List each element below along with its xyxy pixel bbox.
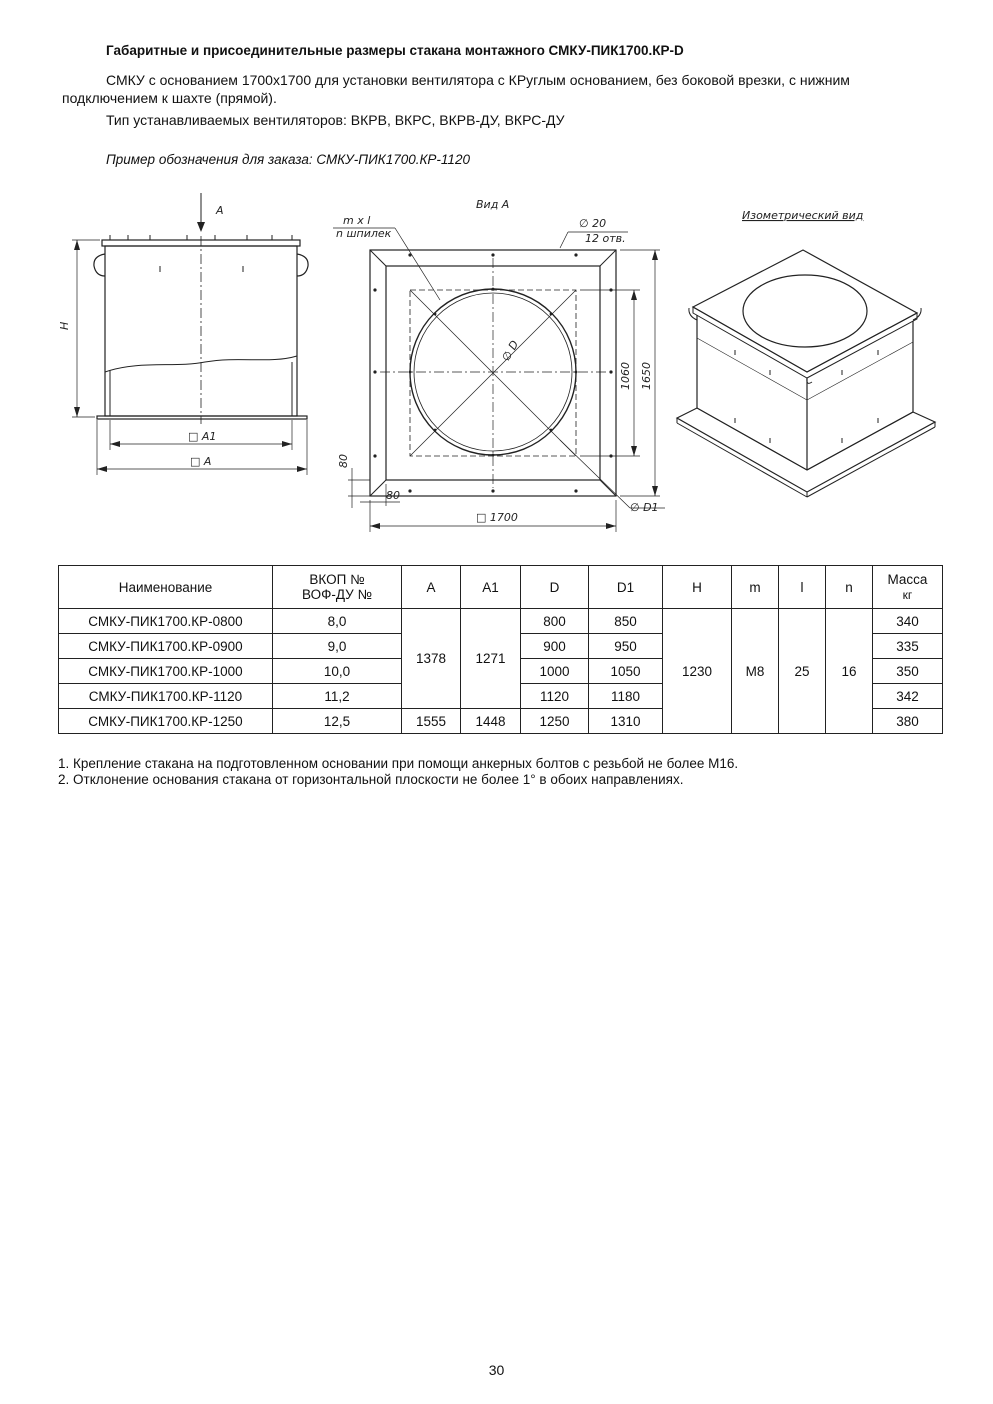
- technical-drawing: [0, 190, 993, 540]
- cell-vkop: 11,2: [273, 684, 402, 709]
- cell-h-merged: 1230: [663, 609, 732, 734]
- cell-mass: 350: [873, 659, 943, 684]
- header-a1: A1: [461, 566, 521, 609]
- cell-a: 1555: [402, 709, 461, 734]
- cell-a1-merged: 1271: [461, 609, 521, 709]
- cell-mass: 340: [873, 609, 943, 634]
- cell-d: 800: [521, 609, 589, 634]
- header-a: A: [402, 566, 461, 609]
- table-row: [59, 609, 943, 634]
- cell-name: СМКУ-ПИК1700.КР-1120: [59, 684, 273, 709]
- order-example: Пример обозначения для заказа: СМКУ-ПИК1700.КР-1120: [106, 152, 470, 167]
- header-mass: [873, 566, 943, 609]
- header-h: H: [663, 566, 732, 609]
- iso-view-title: Изометрический вид: [742, 209, 864, 222]
- cell-vkop: 10,0: [273, 659, 402, 684]
- cell-name: СМКУ-ПИК1700.КР-0800: [59, 609, 273, 634]
- cell-d1: 1050: [589, 659, 663, 684]
- header-mass-line2: кг: [902, 588, 913, 602]
- cell-vkop: 8,0: [273, 609, 402, 634]
- page-number: 30: [488, 1362, 505, 1378]
- circle-diameter-label: ∅ D: [499, 338, 522, 364]
- cell-mass: 342: [873, 684, 943, 709]
- hole-diameter-label: ∅ 20: [579, 217, 607, 230]
- header-name: Наименование: [59, 566, 273, 609]
- table-header-row: [59, 566, 943, 609]
- note-item: 2. Отклонение основания стакана от горизонтальной плоскости не более 1° в обоих направлениях.: [58, 772, 684, 787]
- header-m: m: [732, 566, 779, 609]
- cell-d1: 850: [589, 609, 663, 634]
- header-d1: D1: [589, 566, 663, 609]
- isometric-view: [677, 209, 935, 497]
- spec-table: [58, 565, 943, 734]
- height-label: H: [58, 321, 71, 330]
- dim-1060-label: 1060: [619, 362, 632, 390]
- cell-vkop: 9,0: [273, 634, 402, 659]
- notes-block: [58, 756, 738, 788]
- cell-a1: 1448: [461, 709, 521, 734]
- header-mass-line1: Масса: [887, 572, 928, 587]
- fan-types-paragraph: Тип устанавливаемых вентиляторов: ВКРВ, ВКРС, ВКРВ-ДУ, ВКРС-ДУ: [106, 112, 565, 128]
- cell-mass: 380: [873, 709, 943, 734]
- cell-a-merged: 1378: [402, 609, 461, 709]
- dim-a-label: □ A: [190, 455, 212, 468]
- cell-vkop: 12,5: [273, 709, 402, 734]
- cell-m-merged: M8: [732, 609, 779, 734]
- header-vkop-line2: ВОФ-ДУ №: [302, 587, 372, 602]
- header-vkop: [273, 566, 402, 609]
- header-l: l: [779, 566, 826, 609]
- cell-name: СМКУ-ПИК1700.КР-0900: [59, 634, 273, 659]
- cell-mass: 335: [873, 634, 943, 659]
- cell-n-merged: 16: [826, 609, 873, 734]
- header-d: D: [521, 566, 589, 609]
- cell-name: СМКУ-ПИК1700.КР-1000: [59, 659, 273, 684]
- cell-l-merged: 25: [779, 609, 826, 734]
- description-paragraph: СМКУ с основанием 1700х1700 для установки вентилятора с КРуглым основанием, без боковой врезки, с нижним подключением к шахте (прямой).: [62, 72, 850, 106]
- dim-80-vertical: 80: [337, 454, 350, 468]
- page-heading: Габаритные и присоединительные размеры стакана монтажного СМКУ-ПИК1700.КР-D: [106, 43, 684, 58]
- cell-d1: 950: [589, 634, 663, 659]
- studs-label-line2: n шпилек: [336, 227, 392, 240]
- cell-d: 1000: [521, 659, 589, 684]
- cell-d1: 1180: [589, 684, 663, 709]
- header-n: n: [826, 566, 873, 609]
- header-vkop-line1: ВКОП №: [309, 572, 365, 587]
- dim-1700-label: □ 1700: [476, 511, 518, 524]
- dim-1650-label: 1650: [640, 362, 653, 390]
- cell-d: 1120: [521, 684, 589, 709]
- dim-a1-label: □ A1: [188, 430, 217, 443]
- note-item: 1. Крепление стакана на подготовленном основании при помощи анкерных болтов с резьбой не более М16.: [58, 756, 739, 771]
- plan-view-title: Вид А: [476, 198, 510, 211]
- hole-count-label: 12 отв.: [585, 232, 626, 245]
- front-view: [58, 193, 308, 475]
- dim-80-horizontal: 80: [386, 489, 400, 502]
- cell-name: СМКУ-ПИК1700.КР-1250: [59, 709, 273, 734]
- cell-d: 1250: [521, 709, 589, 734]
- d1-diameter-label: ∅ D1: [630, 501, 659, 514]
- cell-d: 900: [521, 634, 589, 659]
- plan-view: [333, 198, 665, 532]
- view-arrow-label: A: [216, 204, 224, 217]
- cell-d1: 1310: [589, 709, 663, 734]
- studs-label-line1: m x l: [343, 214, 371, 227]
